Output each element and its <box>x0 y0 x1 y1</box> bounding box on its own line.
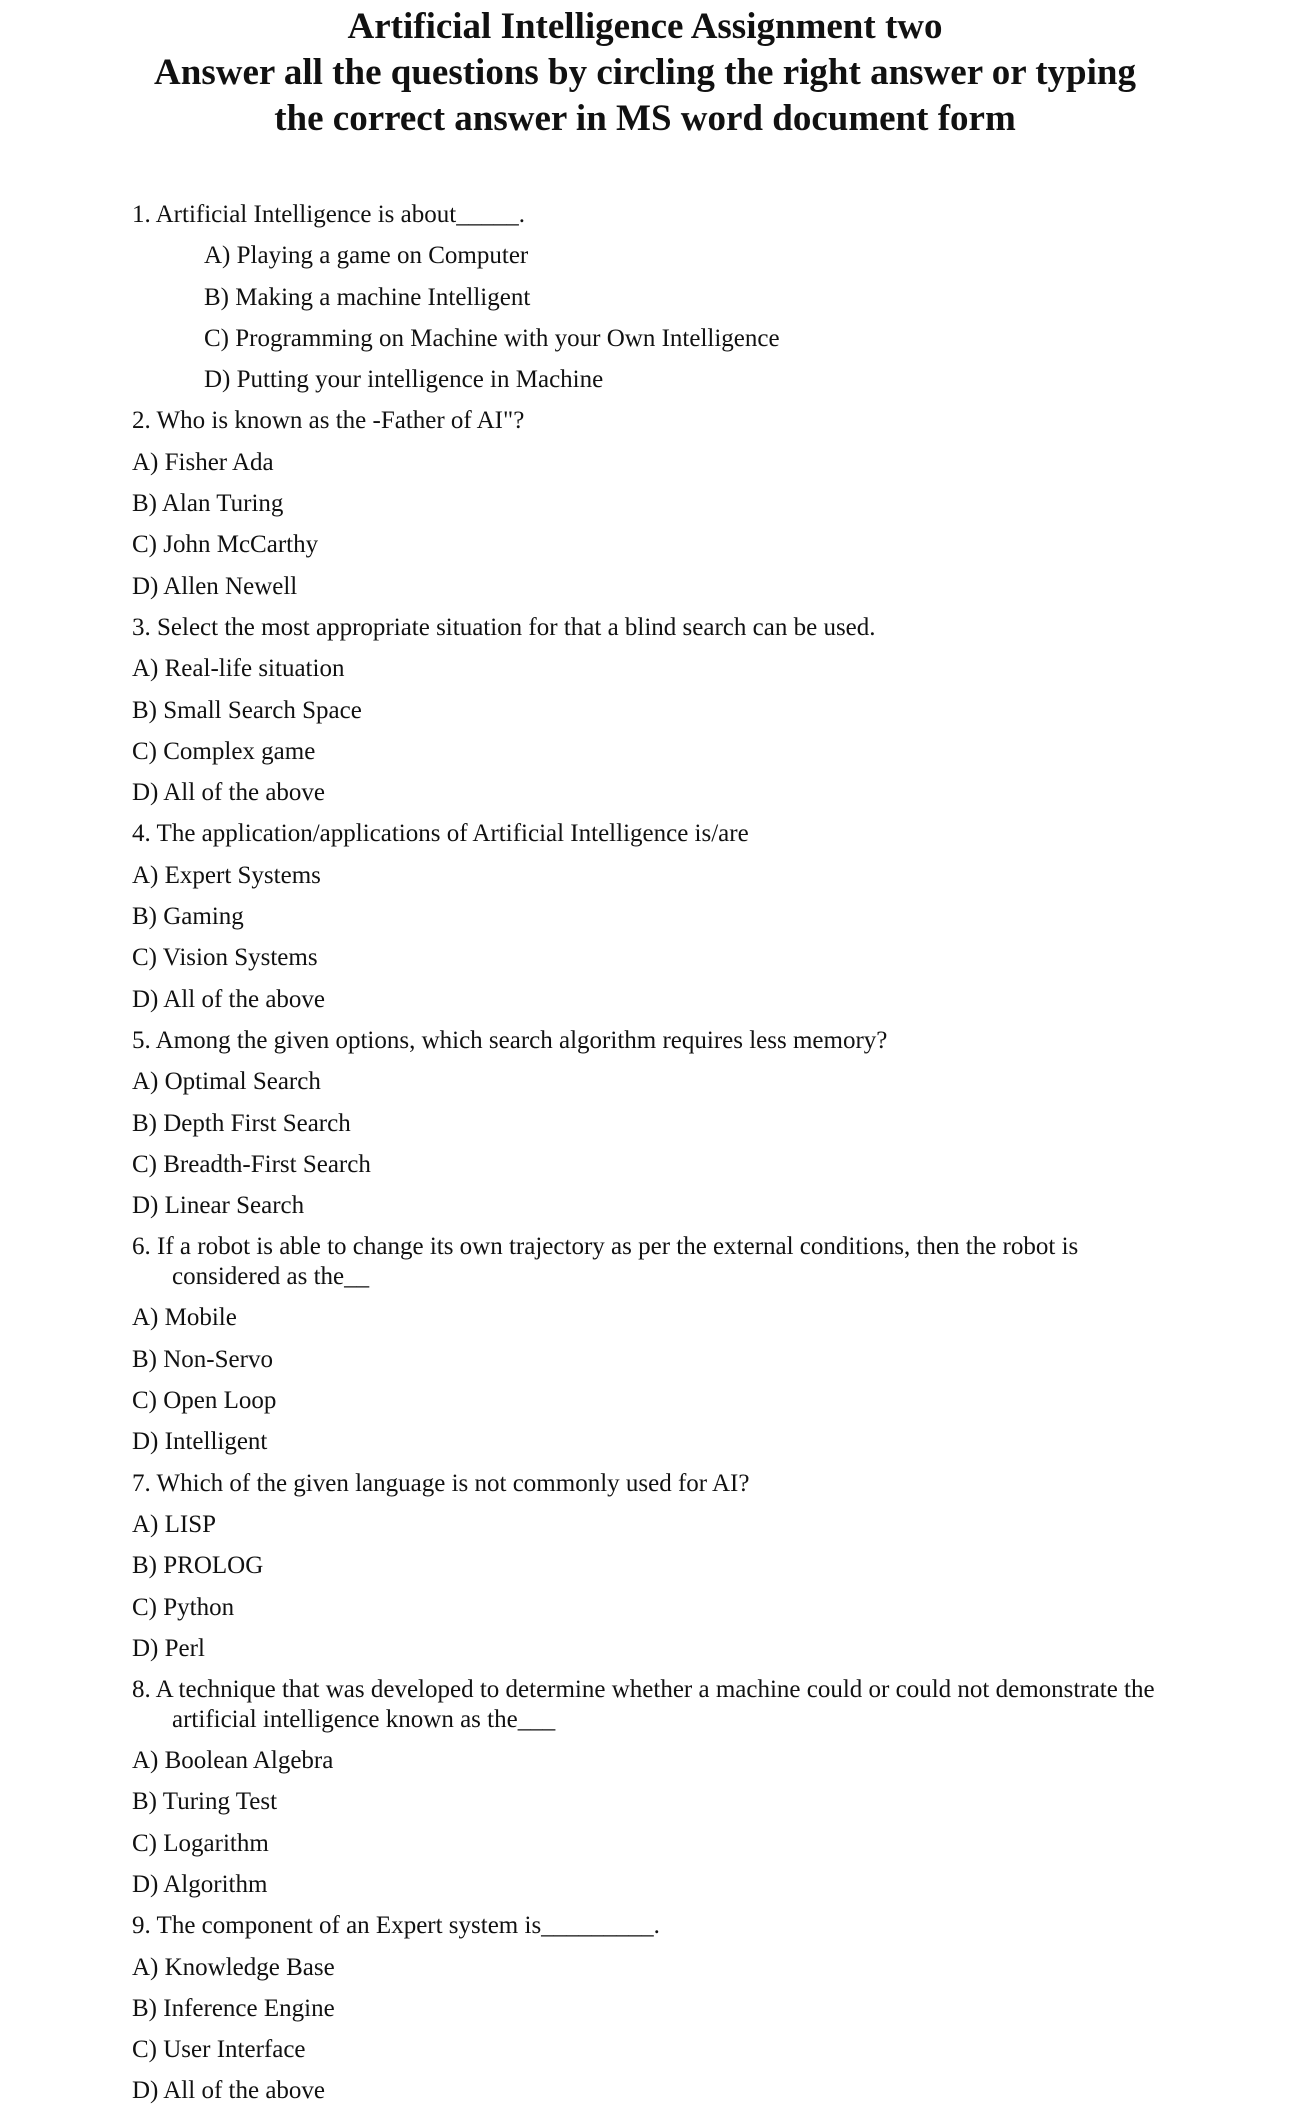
option-d[interactable]: D) All of the above <box>132 985 326 1013</box>
question-6 <box>132 1226 1182 1462</box>
option-c[interactable]: C) Breadth-First Search <box>132 1150 371 1178</box>
instruction-line-1: Answer all the questions by circling the right answer or typing <box>154 52 1136 93</box>
option-a[interactable]: A) Boolean Algebra <box>132 1747 334 1775</box>
option-d[interactable]: D) Perl <box>132 1634 205 1662</box>
option-a[interactable]: A) Knowledge Base <box>132 1953 335 1981</box>
option-c[interactable]: C) Complex game <box>132 737 316 765</box>
question-text: 4. The application/applications of Artificial Intelligence is/are <box>132 820 749 848</box>
option-b[interactable]: B) Non-Servo <box>132 1345 273 1373</box>
option-d[interactable]: D) Allen Newell <box>132 572 298 600</box>
option-a[interactable]: A) Fisher Ada <box>132 448 274 476</box>
question-4 <box>132 813 1182 1019</box>
question-text: 3. Select the most appropriate situation for that a blind search can be used. <box>132 613 876 641</box>
option-d[interactable]: D) Linear Search <box>132 1192 305 1220</box>
option-d[interactable]: D) Putting your intelligence in Machine <box>204 366 604 394</box>
option-c[interactable]: C) Logarithm <box>132 1829 269 1857</box>
option-c[interactable]: C) User Interface <box>132 2036 306 2064</box>
option-b[interactable]: B) Small Search Space <box>132 696 362 724</box>
instruction-line-2: the correct answer in MS word document form <box>274 98 1016 139</box>
option-b[interactable]: B) Making a machine Intelligent <box>204 283 531 311</box>
option-d[interactable]: D) Algorithm <box>132 1870 268 1898</box>
question-text: 2. Who is known as the -Father of AI"? <box>132 407 525 435</box>
document-header <box>0 4 1290 142</box>
option-d[interactable]: D) All of the above <box>132 779 326 807</box>
question-5 <box>132 1020 1182 1226</box>
option-d[interactable]: D) All of the above <box>132 2077 326 2105</box>
question-text: 5. Among the given options, which search algorithm requires less memory? <box>132 1026 888 1054</box>
option-c[interactable]: C) Vision Systems <box>132 944 318 972</box>
question-text: 8. A technique that was developed to determine whether a machine could or could not demonstrate the artificial intelligence known as the___ <box>132 1676 1155 1734</box>
question-text: 7. Which of the given language is not commonly used for AI? <box>132 1469 750 1497</box>
option-a[interactable]: A) Mobile <box>132 1304 237 1332</box>
option-b[interactable]: B) Depth First Search <box>132 1109 351 1137</box>
option-b[interactable]: B) Turing Test <box>132 1788 278 1816</box>
option-b[interactable]: B) Alan Turing <box>132 490 284 518</box>
question-text: 6. If a robot is able to change its own trajectory as per the external conditions, then the robot is considered as the__ <box>132 1233 1079 1291</box>
option-b[interactable]: B) Inference Engine <box>132 1994 335 2022</box>
question-2 <box>132 400 1182 606</box>
question-8 <box>132 1669 1182 1905</box>
document-title: Artificial Intelligence Assignment two <box>347 6 943 47</box>
option-d[interactable]: D) Intelligent <box>132 1428 268 1456</box>
question-1 <box>132 194 1182 400</box>
question-9 <box>132 1905 1182 2111</box>
option-b[interactable]: B) Gaming <box>132 903 244 931</box>
option-a[interactable]: A) LISP <box>132 1510 217 1538</box>
question-7 <box>132 1463 1182 1669</box>
question-text: 9. The component of an Expert system is_________. <box>132 1912 660 1940</box>
option-a[interactable]: A) Playing a game on Computer <box>204 242 529 270</box>
question-list <box>132 194 1182 2112</box>
option-c[interactable]: C) Python <box>132 1593 235 1621</box>
option-b[interactable]: B) PROLOG <box>132 1552 264 1580</box>
option-a[interactable]: A) Expert Systems <box>132 861 321 889</box>
question-text: 1. Artificial Intelligence is about_____. <box>132 201 525 228</box>
question-3 <box>132 607 1182 813</box>
option-c[interactable]: C) John McCarthy <box>132 531 319 559</box>
option-a[interactable]: A) Optimal Search <box>132 1068 321 1096</box>
option-a[interactable]: A) Real-life situation <box>132 655 345 683</box>
option-c[interactable]: C) Open Loop <box>132 1387 277 1415</box>
option-c[interactable]: C) Programming on Machine with your Own Intelligence <box>204 324 780 352</box>
